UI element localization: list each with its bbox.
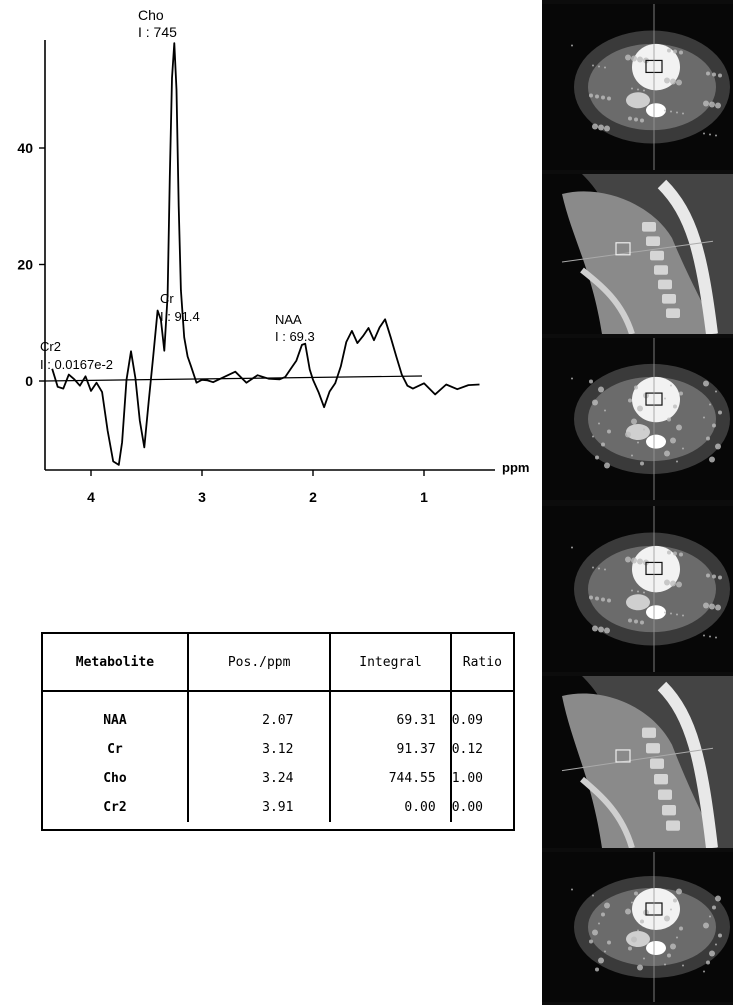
- sagittal-scan-image: [542, 676, 733, 848]
- table-row: [43, 735, 513, 764]
- cell-position: 3.91: [188, 793, 331, 822]
- cell-position: 3.12: [188, 735, 331, 764]
- cr2-annotation: [40, 339, 113, 372]
- y-tick-label: 40: [17, 140, 33, 156]
- axial-scan-image: [542, 338, 733, 500]
- x-tick-label: 2: [309, 489, 317, 505]
- cell-metabolite: Cr: [43, 735, 188, 764]
- cell-metabolite: Cr2: [43, 793, 188, 822]
- mrs-spectrum-chart: [0, 0, 540, 520]
- cell-integral: 744.55: [330, 764, 450, 793]
- header-position: Pos./ppm: [188, 634, 331, 691]
- header-integral: Integral: [330, 634, 450, 691]
- axial-scan-image: [542, 4, 733, 170]
- table-row: [43, 764, 513, 793]
- y-tick-label: 20: [17, 256, 33, 273]
- cell-ratio: 0.12: [451, 742, 483, 757]
- cr2-integral-label: I : 0.0167e-2: [40, 357, 113, 372]
- naa-integral-label: I : 69.3: [275, 329, 315, 344]
- cell-position: 2.07: [188, 691, 331, 735]
- naa-annotation: [275, 312, 315, 344]
- metabolite-table: [41, 632, 515, 831]
- cell-integral: 69.31: [330, 691, 450, 735]
- cr-annotation: [160, 291, 200, 324]
- cell-metabolite: Cho: [43, 764, 188, 793]
- header-metabolite: Metabolite: [43, 634, 188, 691]
- x-axis-unit-label: ppm: [502, 460, 530, 475]
- axial-scan-image: [542, 852, 733, 1002]
- x-tick-label: 3: [198, 489, 206, 505]
- cr-integral-label: I : 91.4: [160, 309, 200, 324]
- cell-metabolite: NAA: [43, 691, 188, 735]
- zero-baseline: [45, 376, 422, 381]
- x-tick-label: 1: [420, 489, 428, 505]
- cho-annotation: [138, 7, 177, 40]
- cell-integral: 0.00: [330, 793, 450, 822]
- mri-localizer-strip: [542, 0, 733, 1005]
- table-header-row: [43, 634, 513, 691]
- cho-integral-label: I : 745: [138, 24, 177, 40]
- cho-peak-label: Cho: [138, 7, 164, 23]
- axial-scan-image: [542, 506, 733, 672]
- cell-ratio: 1.00: [451, 771, 483, 786]
- table-row: [43, 691, 513, 735]
- x-tick-label: 4: [87, 489, 95, 505]
- spectrum-trace: [52, 43, 479, 465]
- table-row: [43, 793, 513, 822]
- sagittal-scan-image: [542, 174, 733, 334]
- cell-integral: 91.37: [330, 735, 450, 764]
- cell-ratio: 0.09: [451, 713, 483, 728]
- y-tick-label: 0: [25, 373, 33, 389]
- naa-peak-label: NAA: [275, 312, 302, 327]
- cell-ratio: 0.00: [451, 800, 483, 815]
- cell-position: 3.24: [188, 764, 331, 793]
- cr2-peak-label: Cr2: [40, 339, 61, 354]
- cr-peak-label: Cr: [160, 291, 174, 306]
- x-ticks: [87, 470, 428, 505]
- header-ratio: Ratio: [451, 634, 513, 691]
